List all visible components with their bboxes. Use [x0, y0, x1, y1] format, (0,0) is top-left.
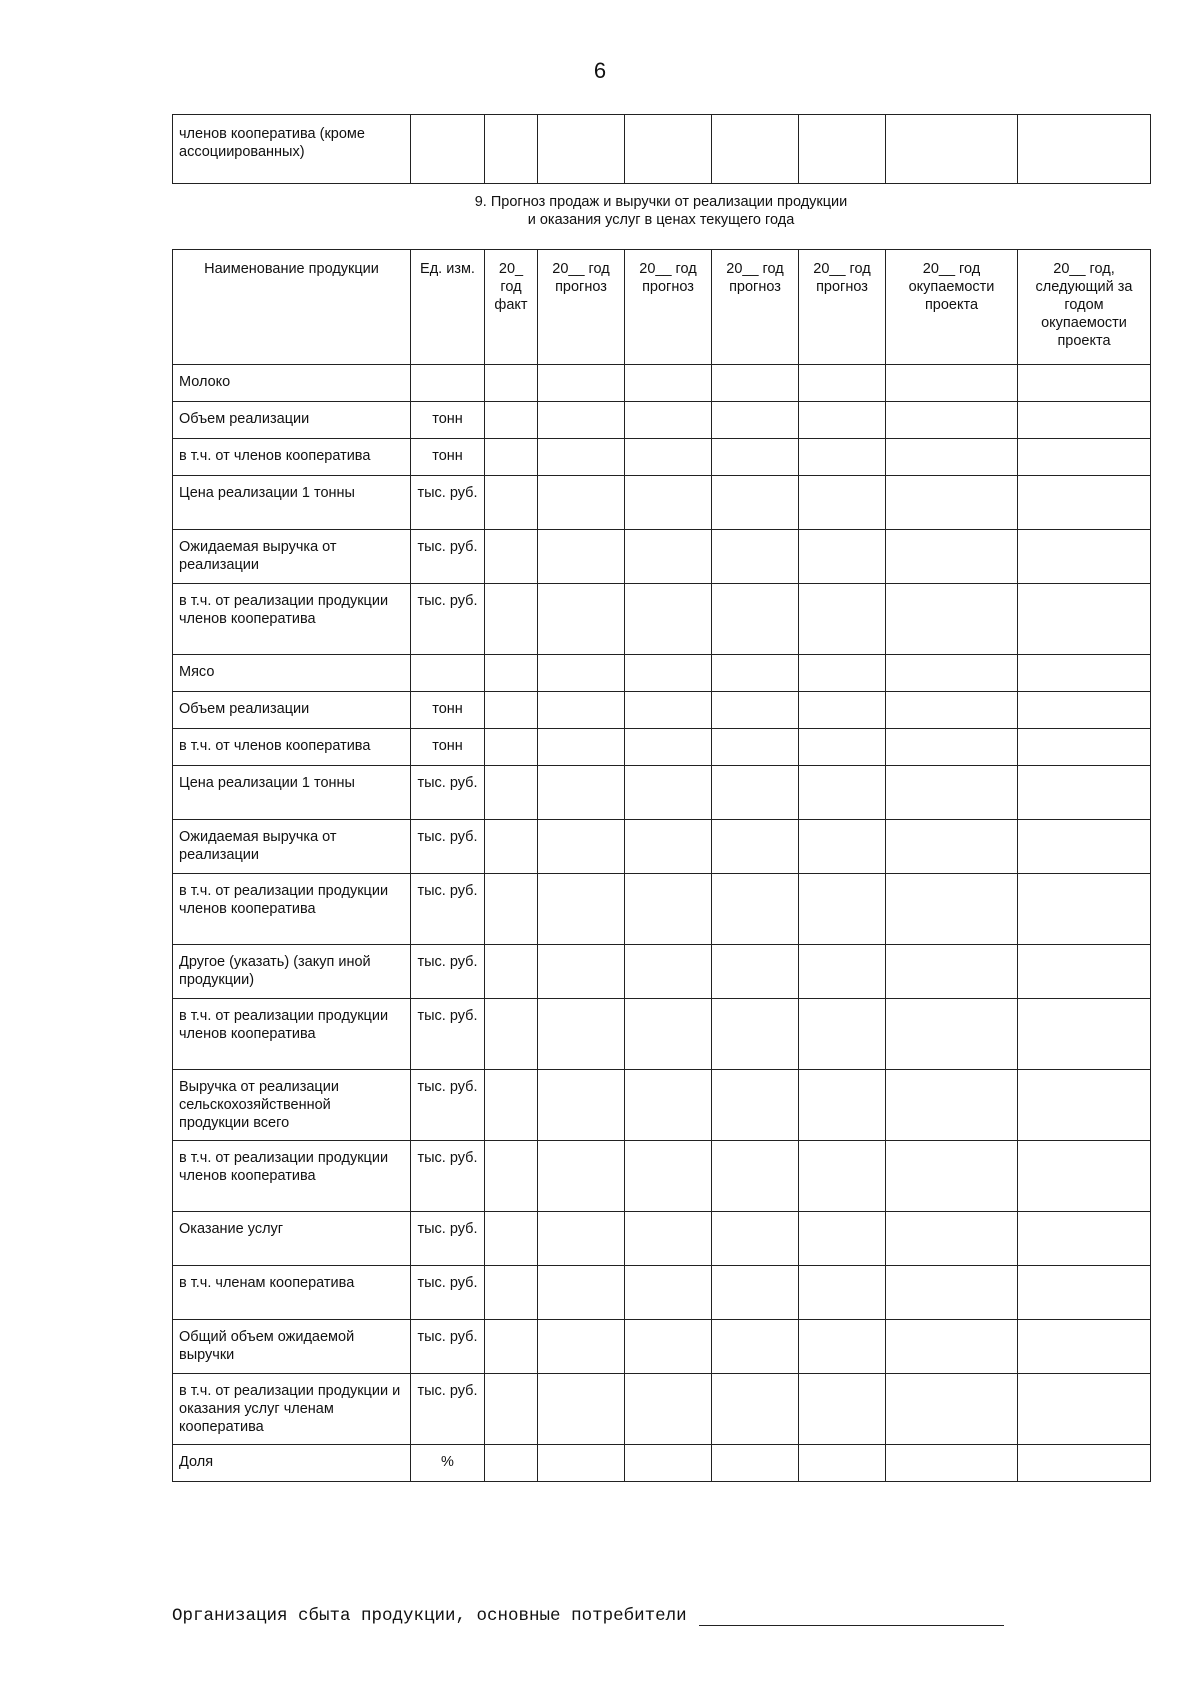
value-cell[interactable] [538, 692, 625, 729]
value-cell[interactable] [712, 1445, 799, 1482]
column-header: 20__ год прогноз [712, 250, 799, 365]
unit-cell: тонн [411, 439, 485, 476]
value-cell[interactable] [712, 1320, 799, 1374]
value-cell[interactable] [1018, 1070, 1151, 1141]
row-label: Ожидаемая выручка от реализации [173, 530, 411, 584]
value-cell[interactable] [886, 999, 1018, 1070]
row-label: Другое (указать) (закуп иной продукции) [173, 945, 411, 999]
column-header: Наименование продукции [173, 250, 411, 365]
value-cell[interactable] [799, 584, 886, 655]
value-cell[interactable] [538, 945, 625, 999]
table-row [173, 766, 1151, 820]
table-header-row [173, 250, 1151, 365]
value-cell[interactable] [538, 1445, 625, 1482]
value-cell[interactable] [799, 1320, 886, 1374]
value-cell[interactable] [799, 729, 886, 766]
value-cell[interactable] [485, 1320, 538, 1374]
value-cell[interactable] [625, 655, 712, 692]
value-cell[interactable] [886, 439, 1018, 476]
value-cell[interactable] [799, 945, 886, 999]
value-cell[interactable] [886, 655, 1018, 692]
unit-cell: тыс. руб. [411, 584, 485, 655]
value-cell[interactable] [1018, 365, 1151, 402]
value-cell[interactable] [1018, 999, 1151, 1070]
value-cell[interactable] [625, 365, 712, 402]
value-cell[interactable] [625, 1070, 712, 1141]
value-cell[interactable] [712, 945, 799, 999]
table-row [173, 584, 1151, 655]
value-cell[interactable] [1018, 1445, 1151, 1482]
value-cell[interactable] [625, 999, 712, 1070]
value-cell[interactable] [712, 1070, 799, 1141]
fill-in-line[interactable] [699, 1605, 1004, 1626]
value-cell[interactable] [712, 655, 799, 692]
value-cell[interactable] [886, 1141, 1018, 1212]
value-cell[interactable] [799, 402, 886, 439]
value-cell[interactable] [886, 945, 1018, 999]
unit-cell: тонн [411, 692, 485, 729]
value-cell[interactable] [799, 1212, 886, 1266]
value-cell[interactable] [886, 692, 1018, 729]
section-title-line2: и оказания услуг в ценах текущего года [527, 212, 795, 228]
unit-cell: тыс. руб. [411, 476, 485, 530]
table-row [173, 655, 1151, 692]
value-cell[interactable] [538, 439, 625, 476]
value-cell[interactable] [1018, 476, 1151, 530]
row-label: Ожидаемая выручка от реализации [173, 820, 411, 874]
value-cell[interactable] [1018, 1141, 1151, 1212]
value-cell[interactable] [485, 820, 538, 874]
row-label: в т.ч. от реализации продукции членов кооператива [173, 1141, 411, 1212]
table-row [173, 402, 1151, 439]
unit-cell: тыс. руб. [411, 766, 485, 820]
value-cell[interactable] [625, 439, 712, 476]
value-cell[interactable] [625, 945, 712, 999]
value-cell[interactable] [625, 729, 712, 766]
value-cell[interactable] [485, 402, 538, 439]
value-cell[interactable] [799, 1070, 886, 1141]
value-cell[interactable] [485, 439, 538, 476]
table-cell[interactable] [625, 115, 712, 184]
row-label: членов кооператива (кроме ассоциированных) [173, 115, 411, 184]
unit-cell: тыс. руб. [411, 1212, 485, 1266]
section-title [172, 193, 1150, 229]
value-cell[interactable] [712, 365, 799, 402]
value-cell[interactable] [886, 1445, 1018, 1482]
value-cell[interactable] [538, 729, 625, 766]
value-cell[interactable] [712, 1141, 799, 1212]
value-cell[interactable] [1018, 820, 1151, 874]
value-cell[interactable] [886, 476, 1018, 530]
unit-cell: тыс. руб. [411, 945, 485, 999]
value-cell[interactable] [1018, 945, 1151, 999]
value-cell[interactable] [712, 766, 799, 820]
value-cell[interactable] [625, 1212, 712, 1266]
value-cell[interactable] [799, 439, 886, 476]
table-row [173, 874, 1151, 945]
value-cell[interactable] [799, 530, 886, 584]
value-cell[interactable] [625, 874, 712, 945]
unit-cell: тыс. руб. [411, 1266, 485, 1320]
value-cell[interactable] [886, 874, 1018, 945]
table-cell[interactable] [1018, 115, 1151, 184]
value-cell[interactable] [799, 999, 886, 1070]
value-cell[interactable] [538, 1070, 625, 1141]
value-cell[interactable] [1018, 584, 1151, 655]
value-cell[interactable] [1018, 766, 1151, 820]
value-cell[interactable] [1018, 530, 1151, 584]
row-label: в т.ч. от членов кооператива [173, 729, 411, 766]
value-cell[interactable] [538, 1141, 625, 1212]
value-cell[interactable] [712, 999, 799, 1070]
value-cell[interactable] [799, 1374, 886, 1445]
table-row [173, 1445, 1151, 1482]
value-cell[interactable] [538, 766, 625, 820]
unit-cell: тыс. руб. [411, 1141, 485, 1212]
value-cell[interactable] [1018, 439, 1151, 476]
row-label: в т.ч. членам кооператива [173, 1266, 411, 1320]
table-row [173, 692, 1151, 729]
value-cell[interactable] [485, 584, 538, 655]
value-cell[interactable] [538, 365, 625, 402]
value-cell[interactable] [712, 874, 799, 945]
value-cell[interactable] [886, 530, 1018, 584]
value-cell[interactable] [712, 1266, 799, 1320]
value-cell[interactable] [485, 1212, 538, 1266]
value-cell[interactable] [712, 476, 799, 530]
table-row [173, 439, 1151, 476]
value-cell[interactable] [712, 820, 799, 874]
value-cell[interactable] [485, 999, 538, 1070]
value-cell[interactable] [712, 439, 799, 476]
value-cell[interactable] [1018, 655, 1151, 692]
table-cell[interactable] [538, 115, 625, 184]
row-label: Доля [173, 1445, 411, 1482]
table-row [173, 1141, 1151, 1212]
value-cell[interactable] [1018, 874, 1151, 945]
column-header: 20__ год прогноз [799, 250, 886, 365]
unit-cell: тыс. руб. [411, 1320, 485, 1374]
value-cell[interactable] [1018, 402, 1151, 439]
sales-organization-line [172, 1605, 1004, 1626]
unit-cell: тыс. руб. [411, 874, 485, 945]
row-label: Молоко [173, 365, 411, 402]
value-cell[interactable] [886, 1320, 1018, 1374]
column-header: 20_ год факт [485, 250, 538, 365]
unit-cell: тыс. руб. [411, 1374, 485, 1445]
sales-forecast-table [172, 249, 1151, 1482]
value-cell[interactable] [1018, 729, 1151, 766]
value-cell[interactable] [886, 820, 1018, 874]
table-row [173, 1320, 1151, 1374]
value-cell[interactable] [625, 1266, 712, 1320]
column-header: Ед. изм. [411, 250, 485, 365]
column-header: 20__ год прогноз [625, 250, 712, 365]
value-cell[interactable] [485, 729, 538, 766]
value-cell[interactable] [1018, 692, 1151, 729]
table-row [173, 365, 1151, 402]
value-cell[interactable] [485, 1141, 538, 1212]
value-cell[interactable] [538, 1320, 625, 1374]
value-cell[interactable] [538, 584, 625, 655]
value-cell[interactable] [886, 1212, 1018, 1266]
continued-table [172, 114, 1151, 184]
value-cell[interactable] [886, 365, 1018, 402]
column-header: 20__ год окупаемости проекта [886, 250, 1018, 365]
section-title-line1: 9. Прогноз продаж и выручки от реализации продукции [474, 194, 848, 210]
table-row [173, 1212, 1151, 1266]
unit-cell: тонн [411, 729, 485, 766]
value-cell[interactable] [538, 1374, 625, 1445]
row-label: Цена реализации 1 тонны [173, 766, 411, 820]
value-cell[interactable] [625, 766, 712, 820]
value-cell[interactable] [712, 402, 799, 439]
value-cell[interactable] [799, 766, 886, 820]
value-cell[interactable] [485, 945, 538, 999]
value-cell[interactable] [1018, 1374, 1151, 1445]
value-cell[interactable] [538, 1266, 625, 1320]
value-cell[interactable] [886, 766, 1018, 820]
value-cell[interactable] [799, 1266, 886, 1320]
row-label: Мясо [173, 655, 411, 692]
value-cell[interactable] [485, 476, 538, 530]
value-cell[interactable] [799, 655, 886, 692]
row-label: Оказание услуг [173, 1212, 411, 1266]
table-row [173, 1266, 1151, 1320]
row-label: в т.ч. от реализации продукции членов кооператива [173, 874, 411, 945]
table-cell[interactable] [712, 115, 799, 184]
unit-cell: тыс. руб. [411, 999, 485, 1070]
value-cell[interactable] [538, 402, 625, 439]
unit-cell: тонн [411, 402, 485, 439]
value-cell[interactable] [1018, 1266, 1151, 1320]
unit-cell [411, 365, 485, 402]
value-cell[interactable] [485, 365, 538, 402]
value-cell[interactable] [886, 1374, 1018, 1445]
value-cell[interactable] [712, 1374, 799, 1445]
value-cell[interactable] [886, 729, 1018, 766]
value-cell[interactable] [538, 874, 625, 945]
value-cell[interactable] [538, 999, 625, 1070]
value-cell[interactable] [485, 766, 538, 820]
value-cell[interactable] [799, 692, 886, 729]
value-cell[interactable] [886, 1070, 1018, 1141]
table-row [173, 530, 1151, 584]
value-cell[interactable] [799, 1445, 886, 1482]
unit-cell [411, 655, 485, 692]
value-cell[interactable] [799, 365, 886, 402]
value-cell[interactable] [485, 692, 538, 729]
unit-cell: тыс. руб. [411, 820, 485, 874]
column-header: 20__ год, следующий за годом окупаемости проекта [1018, 250, 1151, 365]
row-label: Общий объем ожидаемой выручки [173, 1320, 411, 1374]
unit-cell: тыс. руб. [411, 530, 485, 584]
table-cell[interactable] [799, 115, 886, 184]
row-label: Цена реализации 1 тонны [173, 476, 411, 530]
row-label: Объем реализации [173, 692, 411, 729]
unit-cell: тыс. руб. [411, 1070, 485, 1141]
value-cell[interactable] [1018, 1320, 1151, 1374]
value-cell[interactable] [625, 1141, 712, 1212]
value-cell[interactable] [538, 530, 625, 584]
value-cell[interactable] [485, 1374, 538, 1445]
value-cell[interactable] [538, 655, 625, 692]
value-cell[interactable] [712, 729, 799, 766]
table-row [173, 1070, 1151, 1141]
value-cell[interactable] [538, 1212, 625, 1266]
value-cell[interactable] [625, 584, 712, 655]
table-row [173, 1374, 1151, 1445]
value-cell[interactable] [485, 1445, 538, 1482]
table-cell[interactable] [886, 115, 1018, 184]
value-cell[interactable] [625, 820, 712, 874]
row-label: Объем реализации [173, 402, 411, 439]
value-cell[interactable] [625, 1374, 712, 1445]
value-cell[interactable] [485, 655, 538, 692]
table-row [173, 820, 1151, 874]
value-cell[interactable] [886, 584, 1018, 655]
row-label: в т.ч. от реализации продукции членов кооператива [173, 999, 411, 1070]
value-cell[interactable] [886, 402, 1018, 439]
table-row [173, 115, 1151, 184]
unit-cell: % [411, 1445, 485, 1482]
value-cell[interactable] [538, 820, 625, 874]
value-cell[interactable] [625, 1445, 712, 1482]
row-label: в т.ч. от реализации продукции членов кооператива [173, 584, 411, 655]
value-cell[interactable] [625, 692, 712, 729]
value-cell[interactable] [485, 874, 538, 945]
value-cell[interactable] [712, 530, 799, 584]
value-cell[interactable] [799, 820, 886, 874]
page-number: 6 [593, 58, 607, 83]
value-cell[interactable] [538, 476, 625, 530]
row-label: в т.ч. от членов кооператива [173, 439, 411, 476]
table-row [173, 729, 1151, 766]
value-cell[interactable] [799, 874, 886, 945]
value-cell[interactable] [485, 1070, 538, 1141]
value-cell[interactable] [1018, 1212, 1151, 1266]
table-row [173, 945, 1151, 999]
row-label: в т.ч. от реализации продукции и оказания услуг членам кооператива [173, 1374, 411, 1445]
table-cell[interactable] [411, 115, 485, 184]
table-row [173, 999, 1151, 1070]
value-cell[interactable] [799, 476, 886, 530]
table-cell[interactable] [485, 115, 538, 184]
value-cell[interactable] [886, 1266, 1018, 1320]
footer-label: Организация сбыта продукции, основные потребители [172, 1606, 687, 1626]
table-row [173, 476, 1151, 530]
value-cell[interactable] [625, 530, 712, 584]
value-cell[interactable] [712, 692, 799, 729]
row-label: Выручка от реализации сельскохозяйственной продукции всего [173, 1070, 411, 1141]
column-header: 20__ год прогноз [538, 250, 625, 365]
value-cell[interactable] [712, 1212, 799, 1266]
value-cell[interactable] [485, 1266, 538, 1320]
value-cell[interactable] [799, 1141, 886, 1212]
value-cell[interactable] [485, 530, 538, 584]
value-cell[interactable] [625, 476, 712, 530]
value-cell[interactable] [625, 402, 712, 439]
value-cell[interactable] [712, 584, 799, 655]
value-cell[interactable] [625, 1320, 712, 1374]
